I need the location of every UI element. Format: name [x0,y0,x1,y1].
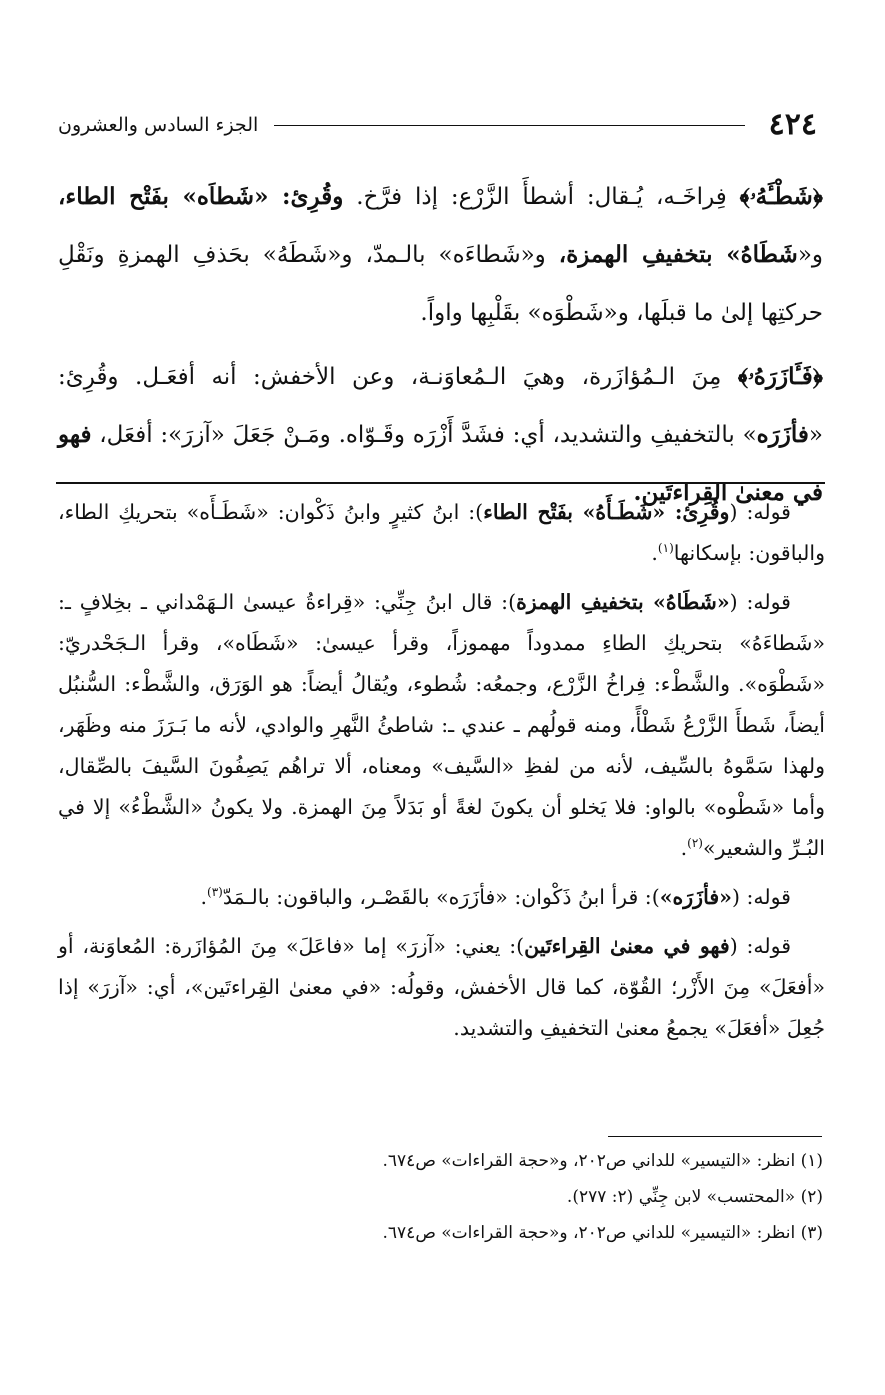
commentary-span: . [651,541,658,565]
commentary-lemma: وقُرِئ: «شَطَـأَهُ» بفَتْح الطاء [483,500,730,524]
header-rule [274,125,744,126]
commentary-span: ): قال ابنُ جِنِّي: «قِراءةُ عيسىٰ الـهَمْداني ـ بخِلافٍ ـ: «شَطاءَهُ» بتحريكِ الطاءِ ممدوداً مهموزاً، وقرأ عيسىٰ: «شَطَاه»، وقرأ الـجَحْدريّ: «شَطْوَه». والشَّطْء: فِراخُ الزَّرْع، وجمعُه: شُطوء، ويُقالُ أيضاً: هو الوَرَق، والشَّطْء: السُّنبُل أيضاً، شَطأَ الزَّرْعُ شَطْأً، ومنه قولُهم ـ عندي ـ: شاطئُ النَّهرِ والوادي، لأنه ما بَـرَزَ منه وظَهَر، ولهذا سَمَّوهُ بالسِّيف، لأنه من لفظِ «السَّيف» ومعناه، ألا تراهُم يَصِفُونَ السَّيفَ بالصِّقال، وأما «شَطْوه» بالواو: فلا يَخلو أن يكونَ لغةً أو بَدَلاً مِنَ الهمزة. ولا يكونُ «الشَّطْءُ» إلا في البُـرِّ والشعير» [58,590,825,860]
commentary-span: قوله: ( [731,885,791,909]
commentary-span: قوله: ( [729,934,791,958]
main-text [58,168,823,528]
commentary-lemma: «فأزَرَه» [659,885,732,909]
quran-word: ﴿فَـَٔازَرَهُۥ﴾ [737,363,823,390]
footnote-rule [608,1136,822,1137]
running-title: الجزء السادس والعشرون [58,114,259,136]
footnote-ref[interactable]: (٣) [207,885,223,900]
footnotes [58,1143,823,1251]
commentary-paragraph-1 [58,492,825,574]
quran-word: ﴿شَطْـَٔهُۥ﴾ [739,183,823,210]
commentary-span: . [680,836,688,860]
main-paragraph-1 [58,168,823,342]
commentary-paragraph-2 [58,582,825,869]
commentary-span: قوله: ( [729,500,791,524]
footnote-1: (١) انظر: «التيسير» للداني ص٢٠٢، و«حجة القراءات» ص٦٧٤. [382,1151,823,1171]
commentary-span: ): قرأ ابنُ ذَكْوان: «فأزَرَه» بالقَصْـر، والباقون: بالـمَدّ [222,885,660,909]
commentary-lemma: فهو في معنىٰ القِراءتَين [524,934,730,958]
reading-bold: فأزَرَه [756,421,809,448]
footnote-3: (٣) انظر: «التيسير» للداني ص٢٠٢، و«حجة القراءات» ص٦٧٤. [382,1223,823,1243]
reading-bold: فهو في معنىٰ القِراءتَين. [58,421,823,506]
footnote-ref[interactable]: (٢) [687,836,703,851]
reading-bold: وقُرِئ: «شَطاَه» بفَتْح الطاء، [58,183,344,210]
commentary-span: ): ابنُ كثيرٍ وابنُ ذَكْوان: «شَطَـأَه» بتحريكِ الطاء، والباقون: بإسكانها [58,500,825,565]
page-header [58,102,817,148]
reading-bold: شَطَاهُ» بتخفيفِ الهمزة، [558,241,798,268]
footnote-2: (٢) «المحتسب» لابن جِنِّي (٢: ٢٧٧). [566,1187,823,1207]
commentary-span: قوله: ( [729,590,791,614]
page-number: ٤٢٤ [768,107,817,142]
commentary-paragraph-4 [58,926,825,1049]
main-text-span: و«شَطاءَه» بالـمدّ، و«شَطَهُ» بحَذفِ الهمزةِ ونَقْلِ حركتِها إلىٰ ما قبلَها، و«شَطْوَه» بقَلْبِها واواً. [58,242,823,326]
commentary-span: ): يعني: «آزرَ» إما «فاعَلَ» مِنَ المُؤازَرة: المُعاوَنة، أو «أفعَلَ» مِنَ الأَزْر؛ القُوّة، كما قال الأخفش، وقولُه: «في معنىٰ القِراءتَين»، أي: «آزرَ» إذا جُعِلَ «أفعَلَ» يجمعُ معنىٰ التخفيفِ والتشديد. [58,934,825,1040]
main-text-span: » بالتخفيفِ والتشديد، أي: فشَدَّ أَزْرَه وقَـوّاه. ومَـنْ جَعَلَ «آزرَ»: أفعَل، [91,422,757,448]
main-text-span: و« [797,242,823,268]
commentary [58,492,825,1057]
commentary-lemma: «شَطَاهُ» بتخفيفِ الهمزة [516,590,730,614]
text-divider [56,482,825,484]
main-text-span: مِنَ الـمُؤازَرة، وهيَ الـمُعاوَنـة، وعن الأخفش: أنه أفعَـل. وقُرِئ: « [58,364,823,448]
commentary-span: . [200,885,208,909]
commentary-paragraph-3 [58,877,825,918]
main-text-span: فِراخَـه، يُـقال: أشطأَ الزَّرْع: إذا فرَّخ. [343,184,740,210]
footnote-ref[interactable]: (١) [657,541,674,556]
